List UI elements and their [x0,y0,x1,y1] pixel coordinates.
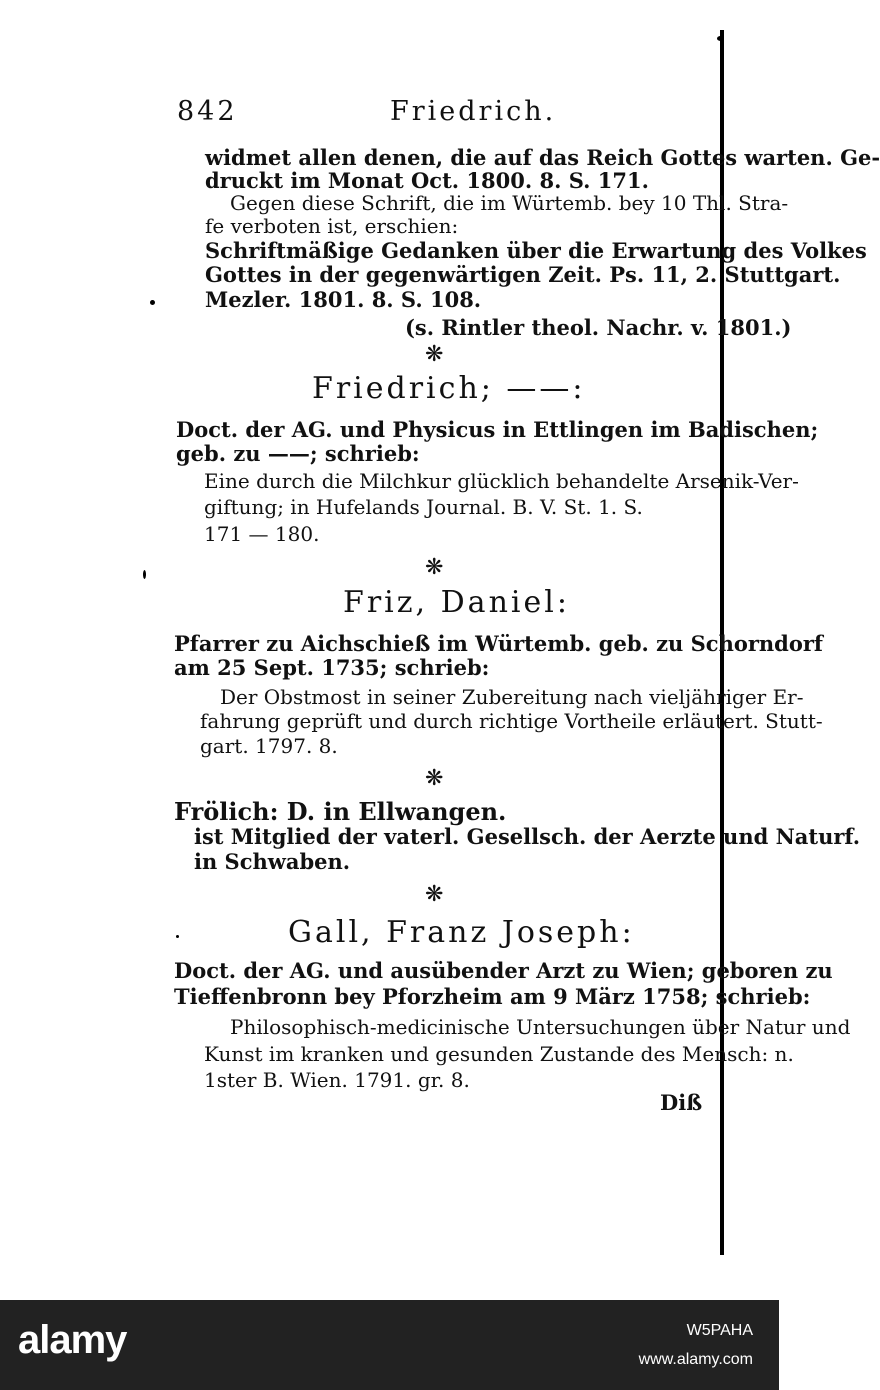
entry-name: Gall, Franz Joseph: [288,915,635,950]
entry-bio-line: geb. zu ——; schrieb: [176,441,420,466]
speck-mark [150,300,155,305]
entry-bio-line: ist Mitglied der vaterl. Gesellsch. der Aerzte und Naturf. [194,824,861,849]
continuation-line: Gottes in der gegenwärtigen Zeit. Ps. 11, 2. Stuttgart. [205,262,841,287]
ornament: ❋ [425,766,444,791]
speck-mark [717,36,724,41]
entry-work-line: 1ster B. Wien. 1791. gr. 8. [204,1068,470,1092]
entry-bio-line: Pfarrer zu Aichschieß im Würtemb. geb. zu Schorndorf [174,631,823,656]
continuation-line: druckt im Monat Oct. 1800. 8. S. 171. [205,168,649,193]
entry-bio-line: in Schwaben. [194,849,351,874]
entry-bio-line: Doct. der AG. und ausübender Arzt zu Wien; geboren zu [174,958,833,983]
ornament: ❋ [425,555,444,580]
entry-bio-line: am 25 Sept. 1735; schrieb: [174,655,490,680]
entry-work-line: Eine durch die Milchkur glücklich behandelte Arsenik-Ver- [204,469,799,493]
entry-work-line: Philosophisch-medicinische Untersuchungen über Natur und [230,1015,851,1039]
alamy-logo: alamy [18,1318,127,1362]
entry-work-line: gart. 1797. 8. [200,734,338,758]
entry-name: Friedrich; ——: [312,371,586,406]
entry-name: Frölich: D. in Ellwangen. [174,797,507,826]
entry-bio-line: Tieffenbronn bey Pforzheim am 9 März 1758; schrieb: [174,984,811,1009]
citation-line: (s. Rintler theol. Nachr. v. 1801.) [405,315,792,340]
entry-work-line: fahrung geprüft und durch richtige Vortheile erläutert. Stutt- [200,709,823,733]
continuation-line: widmet allen denen, die auf das Reich Gottes warten. Ge- [205,145,880,170]
ornament: ❋ [425,882,444,907]
entry-work-line: Der Obstmost in seiner Zubereitung nach vieljähriger Er- [220,685,804,709]
continuation-line: fe verboten ist, erschien: [205,214,459,238]
continuation-line: Mezler. 1801. 8. S. 108. [205,287,482,312]
continuation-line: Schriftmäßige Gedanken über die Erwartung des Volkes [205,238,867,263]
entry-work-line: giftung; in Hufelands Journal. B. V. St. 1. S. [204,495,643,519]
ornament: ❋ [425,342,444,367]
catchword: Diß [660,1090,703,1115]
entry-bio-line: Doct. der AG. und Physicus in Ettlingen im Badischen; [176,417,819,442]
running-head: Friedrich. [390,96,557,127]
entry-work-line: Kunst im kranken und gesunden Zustande des Mensch: n. [204,1042,794,1066]
entry-work-line: 171 — 180. [204,522,320,546]
page-number: 842 [177,96,238,127]
entry-name: Friz, Daniel: [343,585,570,620]
speck-mark [143,570,146,579]
continuation-line: Gegen diese Schrift, die im Würtemb. bey 10 Thl. Stra- [230,191,789,215]
image-id: W5PAHA [686,1322,753,1339]
speck-mark [176,935,179,938]
watermark-url: www.alamy.com [638,1351,753,1368]
